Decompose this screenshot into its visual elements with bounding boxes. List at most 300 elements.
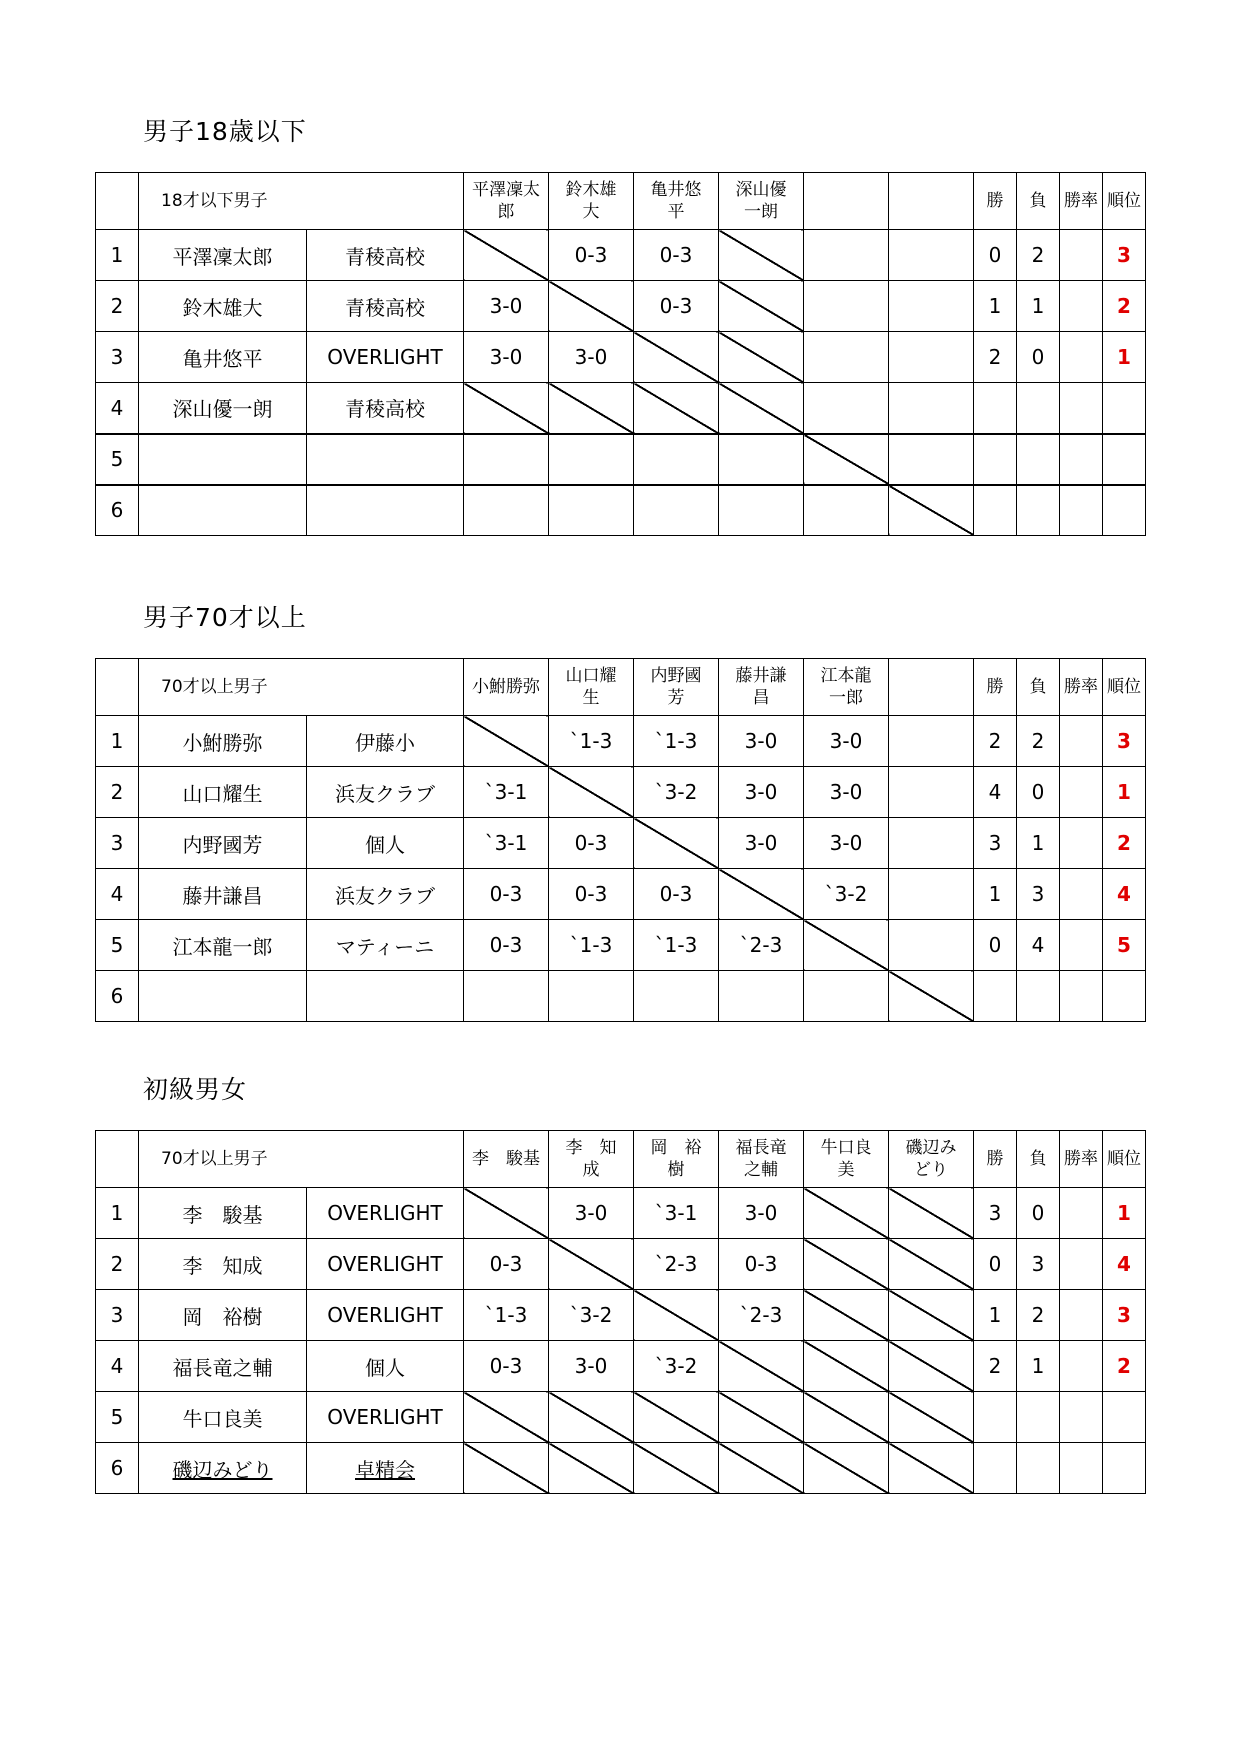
player-team (307, 332, 464, 383)
match-result (719, 383, 804, 434)
loss-header-text: 負 (1029, 191, 1047, 211)
match-result-text: 3-0 (744, 780, 778, 804)
opponent-header (719, 173, 804, 230)
win-count-text: 2 (988, 729, 1002, 753)
row-number-text: 1 (110, 1201, 124, 1225)
win-header (974, 659, 1017, 716)
player-team-text: OVERLIGHT (327, 345, 443, 369)
match-result-text: `3-2 (654, 1354, 698, 1378)
match-result-text: `3-1 (654, 1201, 698, 1225)
win-count-text: 0 (988, 1252, 1002, 1276)
player-team (307, 1239, 464, 1290)
player-team-text: 青稜高校 (345, 295, 425, 320)
rate-header-text: 勝率 (1064, 677, 1098, 697)
win-rate (1060, 1239, 1103, 1290)
table-row (96, 920, 1146, 971)
win-header-text: 勝 (986, 1149, 1004, 1169)
match-result (719, 1239, 804, 1290)
player-team (307, 869, 464, 920)
loss-header-text: 負 (1029, 1149, 1047, 1169)
win-count (974, 971, 1017, 1022)
match-result (889, 1443, 974, 1494)
match-result (889, 920, 974, 971)
player-team-text: 青稜高校 (345, 244, 425, 269)
opponent-header (804, 659, 889, 716)
match-result (634, 485, 719, 536)
match-result (719, 1443, 804, 1494)
loss-count-text: 2 (1031, 243, 1045, 267)
row-number-text: 5 (110, 447, 124, 471)
loss-count (1017, 971, 1060, 1022)
player-team (307, 1443, 464, 1494)
match-result (634, 716, 719, 767)
player-team-text: 浜友クラブ (335, 781, 435, 806)
table-row (96, 383, 1146, 434)
loss-count (1017, 920, 1060, 971)
player-team (307, 818, 464, 869)
win-count-text: 1 (988, 882, 1002, 906)
rank-value (1103, 485, 1146, 536)
match-result (549, 971, 634, 1022)
table-row (96, 1443, 1146, 1494)
rank-value-text: 1 (1117, 1201, 1131, 1225)
opponent-header (634, 659, 719, 716)
player-team-text: 青稜高校 (345, 397, 425, 422)
match-result (804, 485, 889, 536)
opponent-header (889, 173, 974, 230)
player-name-text: 亀井悠平 (182, 346, 263, 371)
row-number (96, 230, 139, 281)
rank-value (1103, 971, 1146, 1022)
player-team (307, 716, 464, 767)
loss-count (1017, 332, 1060, 383)
match-result (549, 1239, 634, 1290)
row-number-text: 2 (110, 780, 124, 804)
row-number (96, 716, 139, 767)
match-result (549, 1188, 634, 1239)
player-team-text: OVERLIGHT (327, 1201, 443, 1225)
match-result (634, 1443, 719, 1494)
row-number-text: 5 (110, 933, 124, 957)
row-number-text: 3 (110, 831, 124, 855)
win-rate (1060, 1188, 1103, 1239)
rank-value (1103, 383, 1146, 434)
win-count (974, 869, 1017, 920)
win-header (974, 173, 1017, 230)
table-row (96, 1341, 1146, 1392)
win-count (974, 716, 1017, 767)
opponent-header (719, 1131, 804, 1188)
match-result (464, 1290, 549, 1341)
opponent-header-text: 山口耀 生 (565, 666, 617, 708)
player-name (139, 1443, 307, 1494)
header-label-text: 70才以上男子 (161, 677, 268, 697)
match-result (634, 1188, 719, 1239)
win-rate (1060, 485, 1103, 536)
rank-value-text: 1 (1117, 780, 1131, 804)
loss-count (1017, 869, 1060, 920)
win-count (974, 1392, 1017, 1443)
match-result (549, 1341, 634, 1392)
rate-header (1060, 1131, 1103, 1188)
match-result (719, 281, 804, 332)
rank-value (1103, 869, 1146, 920)
win-count (974, 281, 1017, 332)
header-corner (96, 1131, 139, 1188)
match-result (719, 434, 804, 485)
table-row (96, 1290, 1146, 1341)
row-number (96, 767, 139, 818)
match-result-text: `2-3 (739, 1303, 783, 1327)
header-label (139, 659, 464, 716)
win-rate (1060, 767, 1103, 818)
section-title-u18: 男子18歳以下 (143, 117, 307, 146)
match-result-text: 0-3 (659, 243, 693, 267)
header-label-text: 70才以上男子 (161, 1149, 268, 1169)
loss-count (1017, 230, 1060, 281)
win-rate (1060, 1392, 1103, 1443)
table-row (96, 1239, 1146, 1290)
player-name-text: 平澤凜太郎 (172, 244, 273, 269)
loss-count (1017, 1239, 1060, 1290)
player-name (139, 485, 307, 536)
match-result (889, 383, 974, 434)
match-result (889, 332, 974, 383)
match-result (464, 1188, 549, 1239)
row-number (96, 383, 139, 434)
match-result (634, 767, 719, 818)
player-team-text: OVERLIGHT (327, 1252, 443, 1276)
rank-header-text: 順位 (1107, 1149, 1141, 1169)
loss-count-text: 2 (1031, 729, 1045, 753)
match-result (549, 1290, 634, 1341)
match-result-text: 3-0 (574, 1201, 608, 1225)
win-count (974, 230, 1017, 281)
loss-header (1017, 659, 1060, 716)
loss-count-text: 1 (1031, 831, 1045, 855)
match-result-text: `3-1 (484, 831, 528, 855)
match-result (889, 1290, 974, 1341)
player-team (307, 485, 464, 536)
row-number (96, 281, 139, 332)
player-name (139, 920, 307, 971)
match-result (464, 971, 549, 1022)
loss-count-text: 0 (1031, 780, 1045, 804)
match-result (464, 485, 549, 536)
opponent-header (549, 659, 634, 716)
row-number-text: 1 (110, 729, 124, 753)
loss-count (1017, 716, 1060, 767)
match-result-text: `2-3 (654, 1252, 698, 1276)
player-name-text: 山口耀生 (182, 781, 263, 806)
match-result (719, 767, 804, 818)
match-result (634, 971, 719, 1022)
opponent-header-text: 亀井悠 平 (650, 180, 702, 222)
win-count (974, 332, 1017, 383)
win-count (974, 1188, 1017, 1239)
row-number-text: 6 (110, 984, 124, 1008)
rank-value-text: 4 (1117, 1252, 1131, 1276)
match-result (889, 869, 974, 920)
match-result (889, 230, 974, 281)
match-result (549, 230, 634, 281)
win-count-text: 0 (988, 933, 1002, 957)
win-count (974, 767, 1017, 818)
match-result (549, 434, 634, 485)
match-result-text: 3-0 (489, 294, 523, 318)
match-result (464, 818, 549, 869)
row-number (96, 434, 139, 485)
row-number-text: 3 (110, 1303, 124, 1327)
match-result (549, 869, 634, 920)
table-row (96, 818, 1146, 869)
win-rate (1060, 716, 1103, 767)
win-rate (1060, 434, 1103, 485)
opponent-header-text: 岡 裕 樹 (650, 1138, 702, 1180)
loss-count (1017, 818, 1060, 869)
rank-value-text: 4 (1117, 882, 1131, 906)
win-rate (1060, 332, 1103, 383)
player-name (139, 383, 307, 434)
match-result (804, 1188, 889, 1239)
loss-count (1017, 1290, 1060, 1341)
match-result (719, 485, 804, 536)
match-result (804, 767, 889, 818)
rate-header (1060, 173, 1103, 230)
match-result-text: 3-0 (744, 1201, 778, 1225)
player-name-text: 李 駿基 (182, 1202, 263, 1227)
match-result (549, 332, 634, 383)
match-result-text: 0-3 (489, 1354, 523, 1378)
loss-count-text: 0 (1031, 1201, 1045, 1225)
match-result-text: 3-0 (574, 1354, 608, 1378)
opponent-header-text: 深山優 一朗 (735, 180, 787, 222)
win-rate (1060, 1341, 1103, 1392)
opponent-header (889, 1131, 974, 1188)
header-corner (96, 173, 139, 230)
win-count (974, 383, 1017, 434)
match-result (719, 1290, 804, 1341)
match-result-text: `1-3 (654, 729, 698, 753)
win-count (974, 818, 1017, 869)
league-table-u18 (95, 172, 1146, 536)
rank-value (1103, 818, 1146, 869)
match-result (634, 920, 719, 971)
match-result (719, 920, 804, 971)
rate-header-text: 勝率 (1064, 191, 1098, 211)
win-count-text: 1 (988, 1303, 1002, 1327)
row-number (96, 332, 139, 383)
match-result-text: 3-0 (829, 780, 863, 804)
player-name (139, 818, 307, 869)
player-name (139, 332, 307, 383)
rank-value-text: 2 (1117, 1354, 1131, 1378)
match-result (889, 971, 974, 1022)
header-label (139, 1131, 464, 1188)
player-team (307, 1341, 464, 1392)
row-number (96, 869, 139, 920)
player-name (139, 716, 307, 767)
opponent-header (804, 1131, 889, 1188)
win-rate (1060, 281, 1103, 332)
match-result (634, 869, 719, 920)
match-result (719, 716, 804, 767)
player-name (139, 1188, 307, 1239)
match-result (889, 1392, 974, 1443)
match-result (889, 1239, 974, 1290)
match-result (719, 869, 804, 920)
win-count (974, 1341, 1017, 1392)
opponent-header-text: 李 知 成 (565, 1138, 617, 1180)
win-count-text: 0 (988, 243, 1002, 267)
rank-value (1103, 920, 1146, 971)
match-result (804, 869, 889, 920)
row-number-text: 4 (110, 395, 124, 420)
match-result (464, 767, 549, 818)
table-row (96, 1392, 1146, 1443)
header-label (139, 173, 464, 230)
win-count (974, 1239, 1017, 1290)
win-count (974, 1290, 1017, 1341)
match-result (464, 281, 549, 332)
match-result (804, 1443, 889, 1494)
opponent-header-text: 内野國 芳 (650, 666, 702, 708)
loss-count (1017, 281, 1060, 332)
player-team (307, 971, 464, 1022)
match-result-text: 3-0 (489, 345, 523, 369)
opponent-header (464, 173, 549, 230)
rank-value-text: 3 (1117, 1303, 1131, 1327)
rank-value-text: 3 (1117, 729, 1131, 753)
match-result (634, 383, 719, 434)
match-result-text: `1-3 (569, 729, 613, 753)
match-result-text: 3-0 (829, 729, 863, 753)
match-result (804, 332, 889, 383)
table-row (96, 1188, 1146, 1239)
player-team (307, 1290, 464, 1341)
row-number-text: 2 (110, 1252, 124, 1276)
win-rate (1060, 920, 1103, 971)
table-row (96, 869, 1146, 920)
match-result-text: `1-3 (569, 933, 613, 957)
opponent-header-text: 藤井謙 昌 (735, 666, 787, 708)
loss-count (1017, 434, 1060, 485)
table-row (96, 230, 1146, 281)
win-count-text: 2 (988, 345, 1002, 369)
match-result (889, 485, 974, 536)
match-result (549, 920, 634, 971)
match-result (549, 767, 634, 818)
match-result-text: 0-3 (574, 831, 608, 855)
match-result (804, 818, 889, 869)
opponent-header (719, 659, 804, 716)
match-result-text: 0-3 (744, 1252, 778, 1276)
opponent-header-text: 平澤凜太 郎 (472, 180, 540, 222)
player-name (139, 230, 307, 281)
player-team-text: OVERLIGHT (327, 1303, 443, 1327)
match-result (889, 281, 974, 332)
row-number (96, 1392, 139, 1443)
match-result (634, 818, 719, 869)
rank-value (1103, 230, 1146, 281)
win-rate (1060, 869, 1103, 920)
loss-count-text: 3 (1031, 1252, 1045, 1276)
opponent-header-text: 牛口良 美 (820, 1138, 872, 1180)
match-result (804, 1290, 889, 1341)
table-row (96, 716, 1146, 767)
win-rate (1060, 971, 1103, 1022)
loss-header-text: 負 (1029, 677, 1047, 697)
match-result (804, 1392, 889, 1443)
rank-header (1103, 1131, 1146, 1188)
match-result (719, 332, 804, 383)
opponent-header-text: 磯辺み どり (905, 1138, 957, 1180)
loss-count-text: 3 (1031, 882, 1045, 906)
rank-value (1103, 1188, 1146, 1239)
rank-value (1103, 1392, 1146, 1443)
player-name-text: 牛口良美 (182, 1406, 263, 1431)
match-result-text: `3-2 (569, 1303, 613, 1327)
match-result (889, 767, 974, 818)
table-row (96, 767, 1146, 818)
player-team (307, 230, 464, 281)
opponent-header-text: 福長竜 之輔 (735, 1138, 787, 1180)
opponent-header (634, 1131, 719, 1188)
player-name-text: 磯辺みどり (172, 1457, 273, 1482)
table-row (96, 332, 1146, 383)
opponent-header (549, 1131, 634, 1188)
table-row (96, 971, 1146, 1022)
loss-count-text: 2 (1031, 1303, 1045, 1327)
match-result (634, 1239, 719, 1290)
row-number-text: 5 (110, 1405, 124, 1429)
match-result (634, 281, 719, 332)
match-result-text: `3-2 (654, 780, 698, 804)
match-result (464, 1392, 549, 1443)
row-number (96, 920, 139, 971)
win-count (974, 485, 1017, 536)
loss-count (1017, 1392, 1060, 1443)
match-result (719, 818, 804, 869)
opponent-header (549, 173, 634, 230)
loss-count (1017, 485, 1060, 536)
match-result (889, 1341, 974, 1392)
rank-value (1103, 332, 1146, 383)
match-result (464, 1239, 549, 1290)
match-result-text: 3-0 (574, 345, 608, 369)
loss-count-text: 4 (1031, 933, 1045, 957)
loss-count (1017, 767, 1060, 818)
row-number-text: 3 (110, 345, 124, 369)
player-name-text: 深山優一朗 (172, 397, 273, 422)
win-header (974, 1131, 1017, 1188)
player-team-text: 卓精会 (355, 1457, 415, 1482)
win-header-text: 勝 (986, 677, 1004, 697)
opponent-header (464, 659, 549, 716)
match-result-text: `3-1 (484, 780, 528, 804)
opponent-header-text: 江本龍 一郎 (820, 666, 872, 708)
player-name (139, 434, 307, 485)
player-team-text: 浜友クラブ (335, 883, 435, 908)
match-result (549, 716, 634, 767)
match-result (634, 332, 719, 383)
win-count-text: 3 (988, 1201, 1002, 1225)
match-result (549, 1443, 634, 1494)
loss-header (1017, 1131, 1060, 1188)
header-corner (96, 659, 139, 716)
match-result (464, 230, 549, 281)
player-team (307, 1188, 464, 1239)
